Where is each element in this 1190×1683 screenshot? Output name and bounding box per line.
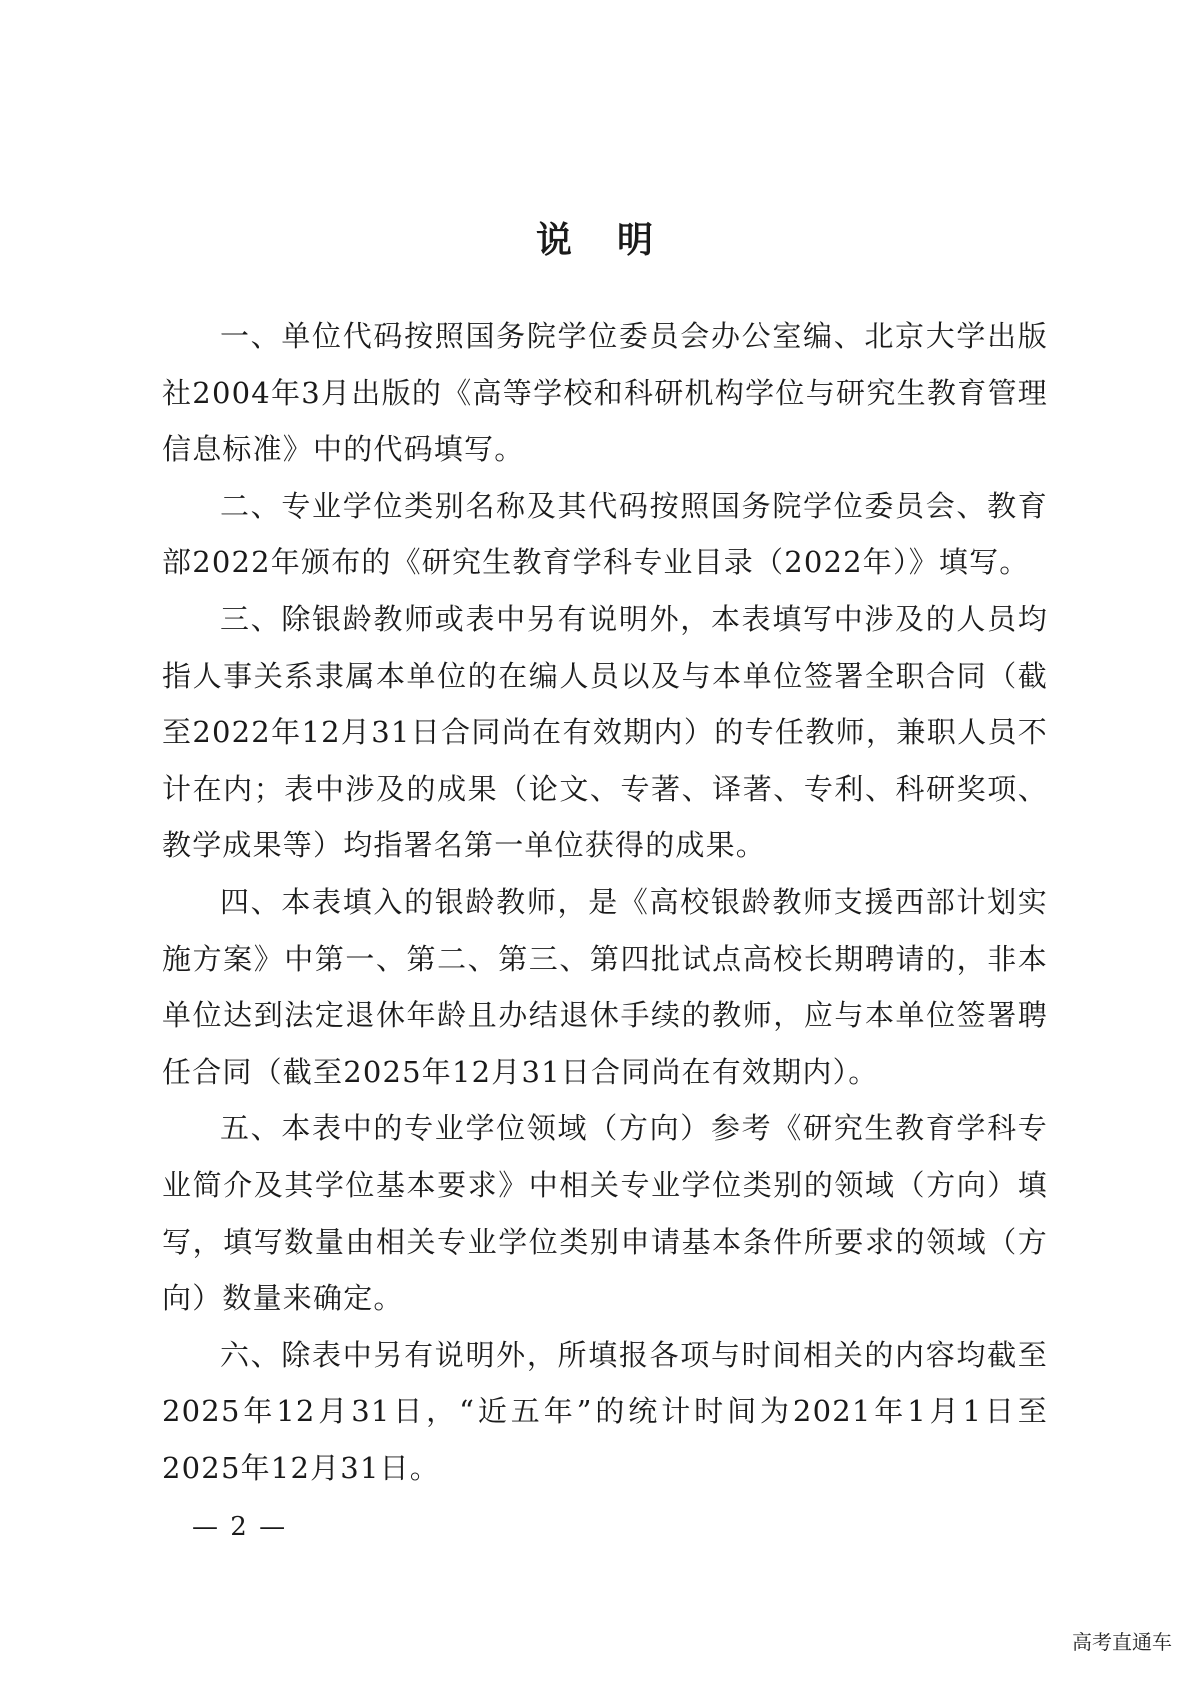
page-title	[0, 212, 1190, 263]
instruction-item-4: 四、本表填入的银龄教师，是《高校银龄教师支援西部计划实施方案》中第一、第二、第三、第四批试点高校长期聘请的，非本单位达到法定退休年龄且办结退休手续的教师，应与本单位签署聘任合同（截至2025年12月31日合同尚在有效期内）。	[162, 884, 1048, 1089]
watermark: 高考直通车	[1072, 1630, 1172, 1654]
instructions-body	[162, 308, 1048, 1496]
page-number: — 2 —	[192, 1512, 288, 1542]
page-title-char-2: 明	[617, 219, 655, 261]
instruction-item-5: 五、本表中的专业学位领域（方向）参考《研究生教育学科专业简介及其学位基本要求》中相关专业学位类别的领域（方向）填写，填写数量由相关专业学位类别申请基本条件所要求的领域（方向）数量来确定。	[162, 1111, 1048, 1316]
instruction-item-1: 一、单位代码按照国务院学位委员会办公室编、北京大学出版社2004年3月出版的《高等学校和科研机构学位与研究生教育管理信息标准》中的代码填写。	[162, 319, 1048, 467]
instruction-item-6: 六、除表中另有说明外，所填报各项与时间相关的内容均截至2025年12月31日，“近五年”的统计时间为2021年1月1日至2025年12月31日。	[162, 1337, 1048, 1485]
page-title-char-1: 说	[535, 219, 573, 261]
instruction-item-2: 二、专业学位类别名称及其代码按照国务院学位委员会、教育部2022年颁布的《研究生教育学科专业目录（2022年）》填写。	[162, 488, 1048, 580]
instruction-item-3: 三、除银龄教师或表中另有说明外，本表填写中涉及的人员均指人事关系隶属本单位的在编人员以及与本单位签署全职合同（截至2022年12月31日合同尚在有效期内）的专任教师，兼职人员不计在内；表中涉及的成果（论文、专著、译著、专利、科研奖项、教学成果等）均指署名第一单位获得的成果。	[162, 601, 1048, 863]
